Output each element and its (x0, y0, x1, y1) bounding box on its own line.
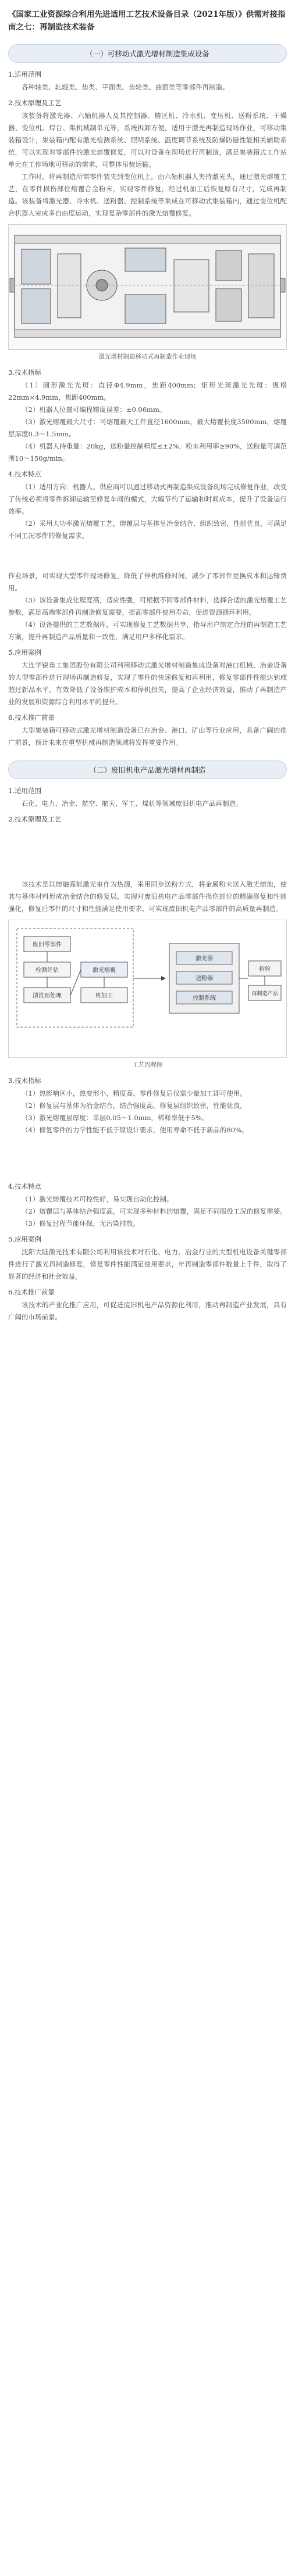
paragraph: （4）机器人持重量：20kg，送粉量控制精度≤±2%，粉末利用率≥90%，送粉量可调范围10～150g/min。 (8, 442, 287, 462)
subheading: 5.应用案例 (8, 1235, 41, 1243)
paragraph: 沈阳大陆激光技术有限公司利用该技术对石化、电力、冶金行业的大型机电设备关键零部件进行了激光再制造修复，修复零件性能满足使用要求，年再制造零部件数量上千件，取得了显著的经济和社会效益。 (8, 1248, 287, 1280)
section-heading-2: （二）废旧机电产品激光增材再制造 (8, 760, 287, 779)
subheading: 4.技术特点 (8, 470, 41, 478)
flow-node-label: 激光器 (196, 956, 213, 962)
subheading: 5.应用案例 (8, 648, 41, 656)
paragraph: （3）激光熔覆层厚度：单层0.05～1.0mm，稀释率低于5%。 (22, 1114, 209, 1122)
subheading: 2.技术原理及工艺 (8, 99, 62, 107)
paragraph: 大型集装箱可移动式激光增材制造设备已在冶金、港口、矿山等行业应用，具备广阔的推广前景，预计未来在重型机械再制造领域将发挥重要作用。 (8, 726, 287, 747)
equipment-layout-figure (8, 224, 287, 350)
paragraph: 大连华锐重工集团股份有限公司利用移动式激光增材制造集成设备对港口机械、冶金设备的大型零部件进行现场再制造修复，实现了零件的快速修复和再利用，修复零部件性能达到或超过新品水平，有效降低了设备维护成本和停机损失，提高了企业经济效益，推动了再制造产业的发展和资源综合利用水平的提升。 (8, 661, 287, 706)
page-title: 《国家工业资源综合利用先进适用工艺技术设备目录（2021年版）》供需对接指南之七：再制造技术装备 (8, 10, 286, 32)
subheading: 2.技术原理及工艺 (8, 815, 62, 823)
paragraph: （1）激光熔覆技术可控性好，易实现自动化控制。 (22, 1195, 173, 1203)
process-flow-diagram (9, 920, 286, 1057)
section-spacer (0, 542, 295, 570)
paragraph: （3）激光熔覆最大尺寸：可熔覆最大工件直径1600mm，最大熔覆长度3500mm，熔覆层厚度0.3～1.5mm。 (8, 418, 287, 438)
flow-node-label: 再制造产品 (251, 991, 278, 997)
flow-node-label: 激光熔覆 (93, 967, 116, 974)
flow-node-label: 检验 (259, 966, 271, 973)
paragraph: （1）适用方向：机器人、供应商可以通过移动式再制造集成设备现场完成修复作业，改变了传统必须将零件拆卸运输至修复车间的模式，大幅节约了运输和时间成本，提升了设备运行效率。 (8, 483, 287, 515)
section-spacer (0, 1136, 295, 1177)
flow-node-label: 控制系统 (193, 995, 216, 1002)
paragraph: （3）修复过程节能环保，无污染排放。 (22, 1219, 140, 1228)
subheading: 3.技术指标 (8, 368, 41, 376)
paragraph: （2）机器人位置可编程精度误差：±0.06mm。 (22, 406, 166, 414)
paragraph: （2）修复层与基体为冶金结合，结合强度高，修复层组织致密，性能优良。 (22, 1102, 247, 1110)
paragraph: 该技术的产业化推广应用，可促进废旧机电产品资源化利用，推动再制造产业发展，具有广阔的市场前景。 (8, 1301, 287, 1321)
paragraph: 该技术是以熔融高能激光束作为热源，采用同步送粉方式，将金属粉末送入激光熔池，使其与基体材料形成冶金结合的修复层，实现对废旧机电产品零部件损伤部位的精确修复和性能强化，修复后零件的尺寸和性能满足使用要求，可实现废旧机电产品零部件的高质量再制造。 (8, 880, 287, 913)
subheading: 4.技术特点 (8, 1182, 41, 1190)
subheading: 1.适用范围 (8, 787, 41, 795)
subheading: 1.适用范围 (8, 70, 41, 78)
flow-node-label: 废旧零部件 (33, 942, 62, 948)
figure-caption: 激光增材制造移动式再制造作业现场 (98, 353, 197, 360)
equipment-layout-drawing (9, 225, 286, 349)
paragraph: （4）修复零件的力学性能不低于原设计要求，使用寿命不低于新品的80%。 (22, 1126, 248, 1134)
paragraph: 工作时，将再制造所需零件装夹到变位机上，由六轴机器人夹持激光头，通过激光熔覆工艺，在零件损伤部位熔覆合金粉末，实现零件修复，经过机加工后恢复原有尺寸，完成再制造。该装备将激光器、冷水机、送粉器、控制系统等集成在可移动式集装箱内，通过变位机配合机器人完成多自由度运动，实现复杂零部件的激光熔覆修复。 (8, 173, 287, 217)
paragraph: （1）热影响区小，热变形小，精度高，零件修复后仅需少量加工即可使用。 (22, 1089, 247, 1097)
process-flow-figure (8, 920, 287, 1058)
paragraph: 石化、电力、冶金、航空、航天、军工、煤机等领域废旧机电产品再制造。 (22, 799, 243, 808)
paragraph: （4）设备提供的工艺数据库，可实现修复工艺数据共享，指导用户制定合理的再制造工艺方案，提升再制造产品质量和一致性，满足用户多样化需求。 (8, 620, 287, 641)
paragraph: （2）熔覆层与基体结合强度高，可实现多种材料的熔覆，满足不同服役工况的修复需要。 (22, 1207, 287, 1215)
figure-caption: 工艺流程图 (132, 1061, 163, 1068)
flow-node-label: 清洗预处理 (33, 993, 62, 999)
subheading: 6.技术推广前景 (8, 1288, 55, 1296)
flow-node-label: 机加工 (95, 993, 113, 999)
flow-node-label: 检测评估 (35, 967, 59, 974)
paragraph: （2）采用大功率激光熔覆工艺，熔覆层与基体呈冶金结合，组织致密，性能优良，可满足不同工况零件的修复需求。 (8, 519, 287, 540)
subheading: 6.技术推广前景 (8, 713, 55, 722)
section-spacer (0, 826, 295, 878)
paragraph: （1）圆形激光光斑：直径Φ4.9mm，焦距400mm；矩形光斑激光光斑：规格22mm×4.9mm，焦距400mm。 (8, 381, 287, 401)
section-heading-1: （一）可移动式激光增材制造集成设备 (8, 44, 287, 63)
paragraph: 各种轴类、轧辊类、齿类、平面类、齿轮类、曲面类等零部件再制造。 (22, 83, 229, 91)
paragraph: 作业场景，可实现大型零件现场修复，降低了停机维修时间，减少了零部件更换成本和运输费用。 (8, 572, 287, 592)
paragraph: （3）该设备集成化程度高，适应性强，可根据不同零部件材料，选择合适的激光熔覆工艺参数，满足高端零部件再制造修复需要，提高零部件使用寿命，促进资源循环利用。 (8, 596, 287, 616)
paragraph: 该装备将激光器、六轴机器人及其控制器、精区机、冷水机、变压机、送粉系统、干燥器、变位机、焊台、集机械制单元等，系统拆卸方便，适用于激光再制造现场作业，可移动集装箱设计，集装箱内配有激光检测系统、照明系统、温度调节系统及防爆防磁性能相关辅助系统，可以实现对零部件的激光熔覆修复，可以对设备在现场进行再制造，满足集装箱式工作站单元在工作场地可移动的需求，可整体吊装运输。 (8, 112, 287, 168)
subheading: 3.技术指标 (8, 1077, 41, 1085)
flow-node-label: 送粉器 (196, 975, 213, 982)
